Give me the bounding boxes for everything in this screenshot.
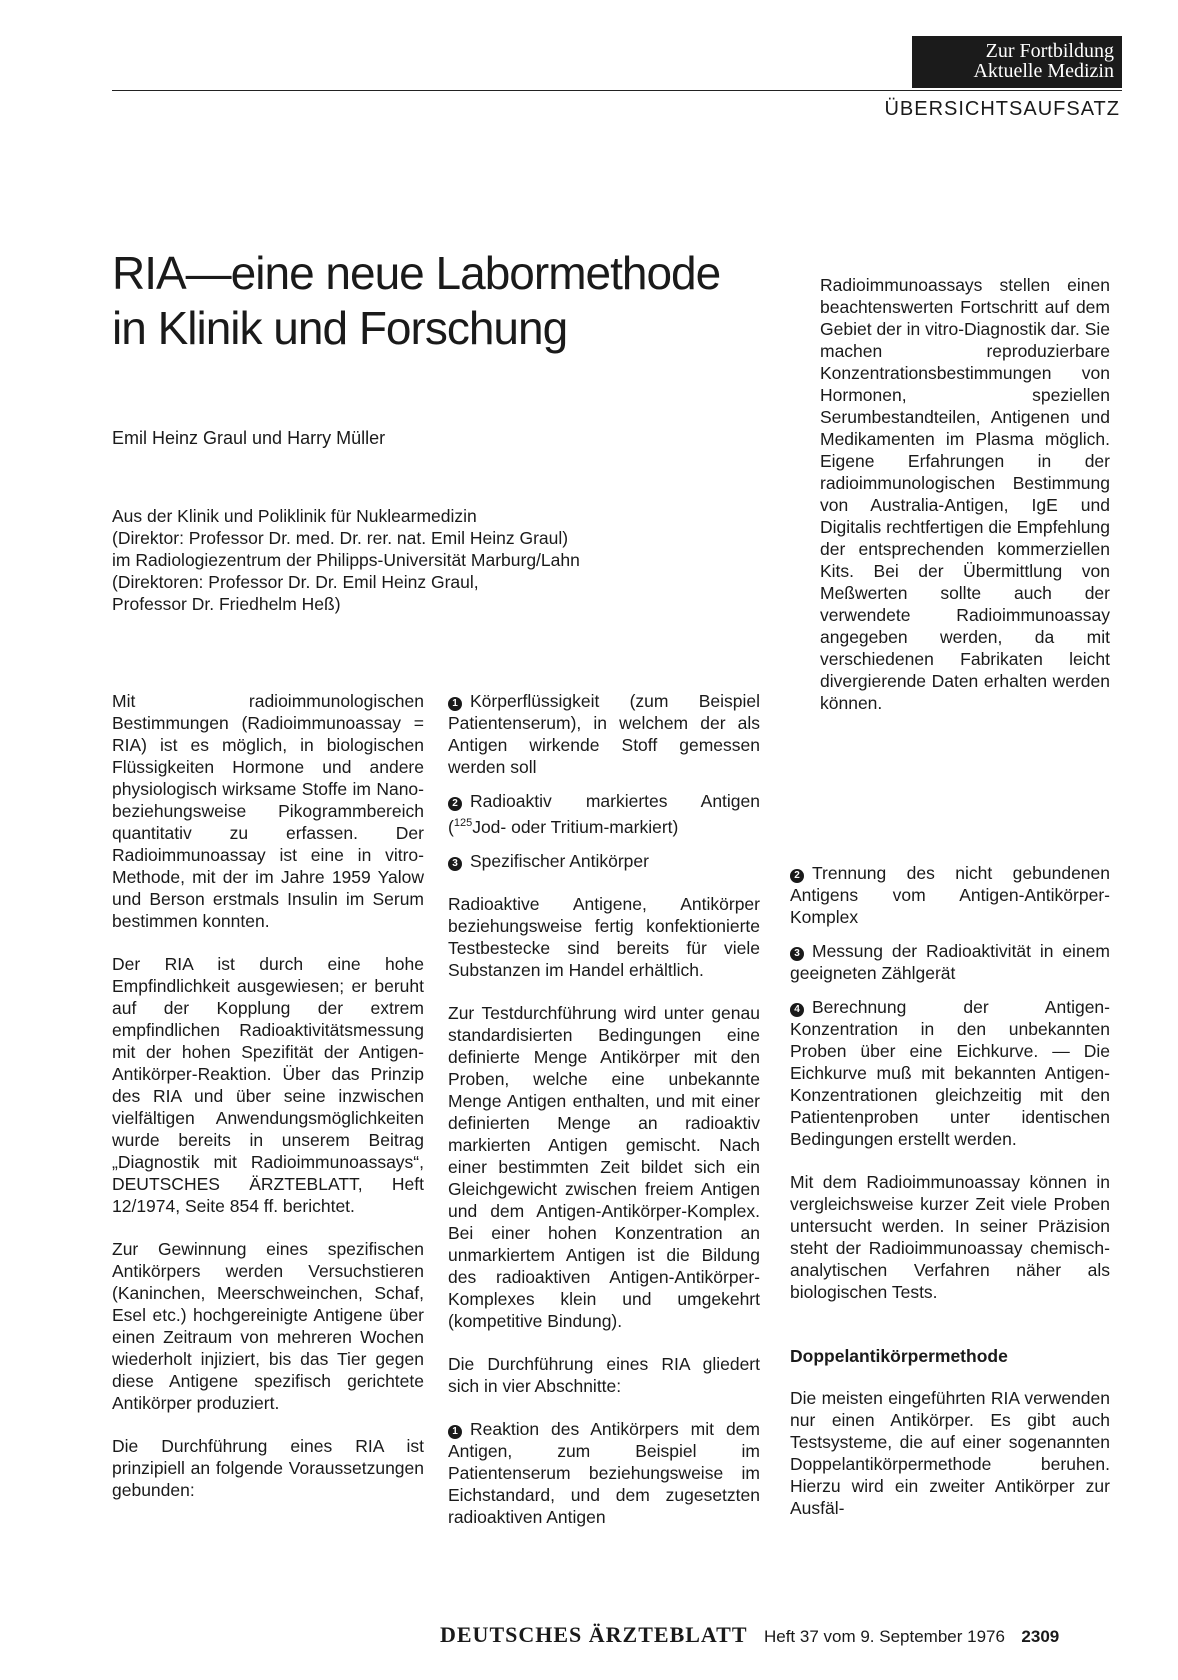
number-bullet-icon: 1 (448, 697, 462, 711)
page-number: 2309 (1021, 1627, 1060, 1646)
requirement-item (448, 790, 760, 838)
number-bullet-icon: 3 (790, 947, 804, 961)
isotope-superscript: 125 (453, 817, 473, 829)
affiliation-line: Professor Dr. Friedhelm Heß) (112, 594, 341, 614)
body-column-1 (112, 690, 424, 1522)
paragraph: Zur Testdurchführung wird unter genau standardisierten Bedingungen eine definierte Menge Antikörper mit den Proben, welche eine unbekannte Menge Antigen enthalten, und mit einer definierten Menge an radioaktiv markierten Antigen gemischt. Nach einer bestimmten Zeit bildet sich ein Gleichgewicht zwischen freiem Antigen und dem Antigen-Antikörper-Komplex. Bei einer hohen Konzentration an unmarkiertem Antigen ist die Bildung des radioaktiven Antigen-Antikörper-Komplexes klein und umgekehrt (kompetitive Bindung). (448, 1002, 760, 1331)
section-label-line2: Aktuelle Medizin (973, 60, 1114, 82)
article-category: ÜBERSICHTSAUFSATZ (884, 98, 1120, 120)
paragraph: Die meisten eingeführten RIA verwenden nur einen Antikörper. Es gibt auch Testsysteme, die auf einer sogenannten Doppelantikörpermethode beruhen. Hierzu wird ein zweiter Antikörper zur Ausfäl- (790, 1388, 1110, 1518)
footer-issue: Heft 37 vom 9. September 1976 (763, 1627, 1005, 1646)
paragraph: Die Durchführung eines RIA ist prinzipiell an folgende Voraussetzungen gebunden: (112, 1436, 424, 1500)
requirement-text: Körperflüssigkeit (zum Beispiel Patientenserum), in welchem der als Antigen wirkende Stoff gemessen werden soll (448, 691, 760, 777)
affiliation-line: Aus der Klinik und Poliklinik für Nuklearmedizin (112, 506, 477, 526)
step-text: Trennung des nicht gebundenen Antigens vom Antigen-Antikörper-Komplex (790, 863, 1110, 927)
title-line-1: RIA—eine neue Labormethode (112, 247, 721, 299)
title-line-2: in Klinik und Forschung (112, 302, 568, 354)
paragraph: Radioaktive Antigene, Antikörper beziehungsweise fertig konfektionierte Testbestecke sind bereits für viele Substanzen im Handel erhältlich. (448, 893, 760, 980)
step-item (790, 862, 1110, 928)
number-bullet-icon: 2 (790, 869, 804, 883)
page-footer (440, 1622, 1059, 1648)
step-text: Messung der Radioaktivität in einem geeigneten Zählgerät (790, 941, 1110, 983)
affiliation-line: (Direktor: Professor Dr. med. Dr. rer. nat. Emil Heinz Graul) (112, 528, 569, 548)
step-text: Berechnung der Antigen-Konzentration in den unbekannten Proben über eine Eichkurve. — Die Eichkurve muß mit bekannten Antigen-Konzentrationen gleichzeitig mit den Patientenproben unter identischen Bedingungen erstellt werden. (790, 997, 1110, 1149)
header-rule (112, 90, 1122, 91)
requirement-item (448, 690, 760, 778)
body-column-2 (448, 690, 760, 1549)
paragraph: Die Durchführung eines RIA gliedert sich in vier Abschnitte: (448, 1353, 760, 1396)
requirement-text: Spezifischer Antikörper (470, 850, 649, 871)
body-column-3 (790, 862, 1110, 1540)
section-label-box (912, 36, 1122, 88)
requirement-item (448, 850, 760, 872)
step-item (790, 996, 1110, 1150)
step-item (790, 940, 1110, 984)
authors: Emil Heinz Graul und Harry Müller (112, 428, 386, 448)
step-text: Reaktion des Antikörpers mit dem Antigen, zum Beispiel im Patientenserum beziehungsweise im Eichstandard, und dem zugesetzten radioaktiven Antigen (448, 1418, 760, 1527)
article-title (112, 246, 720, 356)
affiliation-line: im Radiologiezentrum der Philipps-Universität Marburg/Lahn (112, 550, 580, 570)
requirement-text: Jod- oder Tritium-markiert) (472, 816, 679, 837)
step-item (448, 1418, 760, 1528)
section-heading: Doppelantikörpermethode (790, 1346, 1008, 1366)
affiliation-line: (Direktoren: Professor Dr. Dr. Emil Heinz Graul, (112, 572, 479, 592)
number-bullet-icon: 4 (790, 1003, 804, 1017)
abstract-text: Radioimmunoassays stellen einen beachtenswerten Fortschritt auf dem Gebiet der in vitro-Diagnostik dar. Sie machen reproduzierbare Konzentrationsbestimmungen von Hormonen, speziellen Serumbestandteilen, Antigenen und Medikamenten im Plasma möglich. Eigene Erfahrungen in der radioimmunologischen Bestimmung von Australia-Antigen, IgE und Digitalis rechtfertigen die Empfehlung der entsprechenden kommerziellen Kits. Bei der Übermittlung von Meßwerten sollte auch der verwendete Radioimmunoassay angegeben werden, da mit verschiedenen Fabrikaten leicht divergierende Daten erhalten werden können. (820, 275, 1110, 713)
paragraph: Zur Gewinnung eines spezifischen Antikörpers werden Versuchstieren (Kaninchen, Meerschweinchen, Schaf, Esel etc.) hochgereinigte Antigene über einen Zeitraum von mehreren Wochen wiederholt injiziert, bis das Tier gegen diese Antigene spezifisch gerichtete Antikörper produziert. (112, 1239, 424, 1413)
paragraph: Der RIA ist durch eine hohe Empfindlichkeit ausgewiesen; er beruht auf der Kopplung der extrem empfindlichen Radioaktivitätsmessung mit der hohen Spezifität der Antigen-Antikörper-Reaktion. Über das Prinzip des RIA und über seine inzwischen vielfältigen Anwendungsmöglichkeiten wurde bereits in unserem Beitrag „Diagnostik mit Radioimmunoassays“, DEUTSCHES ÄRZTEBLATT, Heft 12/1974, Seite 854 ff. berichtet. (112, 954, 424, 1216)
paragraph: Mit dem Radioimmunoassay können in vergleichsweise kurzer Zeit viele Proben untersucht werden. In seiner Präzision steht der Radioimmunoassay chemisch-analytischen Verfahren näher als biologischen Tests. (790, 1172, 1110, 1302)
affiliation (112, 505, 580, 615)
paragraph: Mit radioimmunologischen Bestimmungen (Radioimmunoassay = RIA) ist es möglich, in biologischen Flüssigkeiten Hormone und andere physiologisch wirksame Stoffe im Nano- beziehungsweise Pikogrammbereich quantitativ zu erfassen. Der Radioimmunoassay ist eine in vitro-Methode, mit der im Jahre 1959 Yalow und Berson erstmals Insulin im Serum bestimmen konnten. (112, 691, 424, 931)
abstract (820, 274, 1110, 735)
number-bullet-icon: 3 (448, 857, 462, 871)
number-bullet-icon: 1 (448, 1425, 462, 1439)
section-label-line1: Zur Fortbildung (985, 40, 1114, 62)
footer-journal: DEUTSCHES ÄRZTEBLATT (440, 1622, 748, 1647)
requirement-text: Radioaktiv markiertes Antigen ( (448, 791, 760, 837)
number-bullet-icon: 2 (448, 797, 462, 811)
